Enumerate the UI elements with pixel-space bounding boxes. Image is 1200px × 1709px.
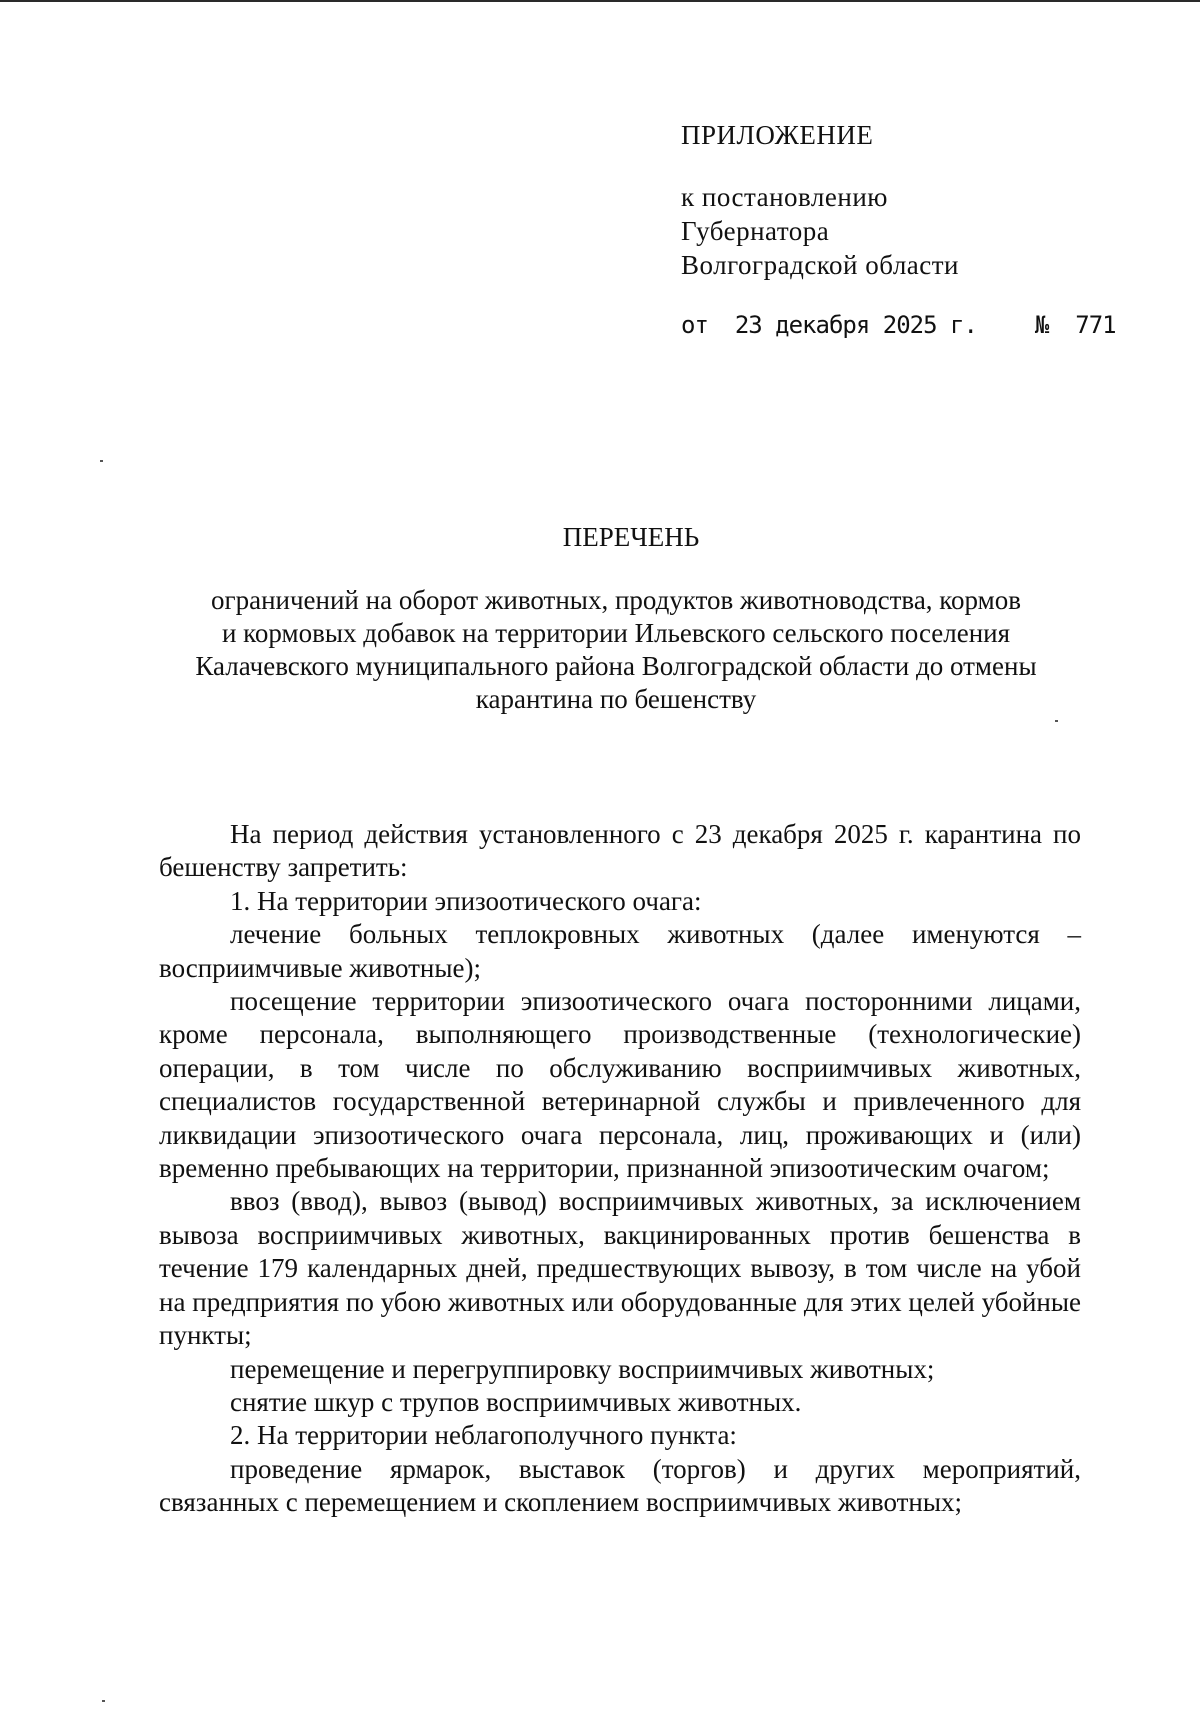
scan-speck bbox=[1055, 720, 1058, 722]
appendix-date-line bbox=[681, 308, 1116, 342]
resolution-date: 23 декабря 2025 г. bbox=[734, 311, 977, 339]
date-prefix: от bbox=[681, 311, 708, 339]
document-subtitle bbox=[150, 584, 1082, 716]
subtitle-line: и кормовых добавок на территории Ильевского сельского поселения bbox=[221, 618, 1011, 648]
section-heading-unfavorable-point: 2. На территории неблагополучного пункта: bbox=[230, 1420, 737, 1451]
subtitle-line: ограничений на оборот животных, продуктов животноводства, кормов bbox=[211, 585, 1021, 615]
restriction-item: ввоз (ввод), вывоз (вывод) восприимчивых животных, за исключением вывоза восприимчивых животных, вакцинированных против бешенства в течение 179 календарных дней, предшествующих вывозу, в том числе на убой на предприятия по убою животных или оборудованные для этих целей убойные пункты; bbox=[159, 1186, 1081, 1351]
document-title: ПЕРЕЧЕНЬ bbox=[562, 522, 700, 552]
intro-paragraph: На период действия установленного с 23 декабря 2025 г. карантина по бешенству запретить: bbox=[159, 819, 1081, 883]
appendix-block bbox=[681, 118, 1116, 342]
number-label: № bbox=[1034, 311, 1049, 339]
subtitle-line: карантина по бешенству bbox=[475, 684, 757, 714]
document-body bbox=[159, 818, 1081, 1520]
resolution-number: 771 bbox=[1075, 311, 1116, 339]
restriction-item: посещение территории эпизоотического очага посторонними лицами, кроме персонала, выполняющего производственные (технологические) операции, в том числе по обслуживанию восприимчивых животных, специалистов государственной ветеринарной службы и привлеченного для ликвидации эпизоотического очага персонала, лиц, проживающих и (или) временно пребывающих на территории, признанной эпизоотическим очагом; bbox=[159, 986, 1081, 1184]
appendix-line-resolution: к постановлению bbox=[681, 182, 888, 212]
appendix-line-governor: Губернатора bbox=[681, 216, 830, 246]
appendix-line-region: Волгоградской области bbox=[681, 250, 960, 280]
scan-speck bbox=[100, 460, 103, 462]
restriction-item: лечение больных теплокровных животных (далее именуются – восприимчивые животные); bbox=[159, 919, 1081, 983]
restriction-item: перемещение и перегруппировку восприимчивых животных; bbox=[230, 1353, 935, 1384]
restriction-item: снятие шкур с трупов восприимчивых животных. bbox=[230, 1386, 802, 1417]
appendix-heading: ПРИЛОЖЕНИЕ bbox=[681, 120, 874, 150]
scan-speck bbox=[102, 1700, 105, 1702]
restriction-item: проведение ярмарок, выставок (торгов) и других мероприятий, связанных с перемещением и скоплением восприимчивых животных; bbox=[159, 1453, 1081, 1518]
scan-top-border bbox=[0, 0, 1200, 2]
section-heading-outbreak: 1. На территории эпизоотического очага: bbox=[230, 885, 702, 916]
subtitle-line: Калачевского муниципального района Волгоградской области до отмены bbox=[195, 651, 1037, 681]
